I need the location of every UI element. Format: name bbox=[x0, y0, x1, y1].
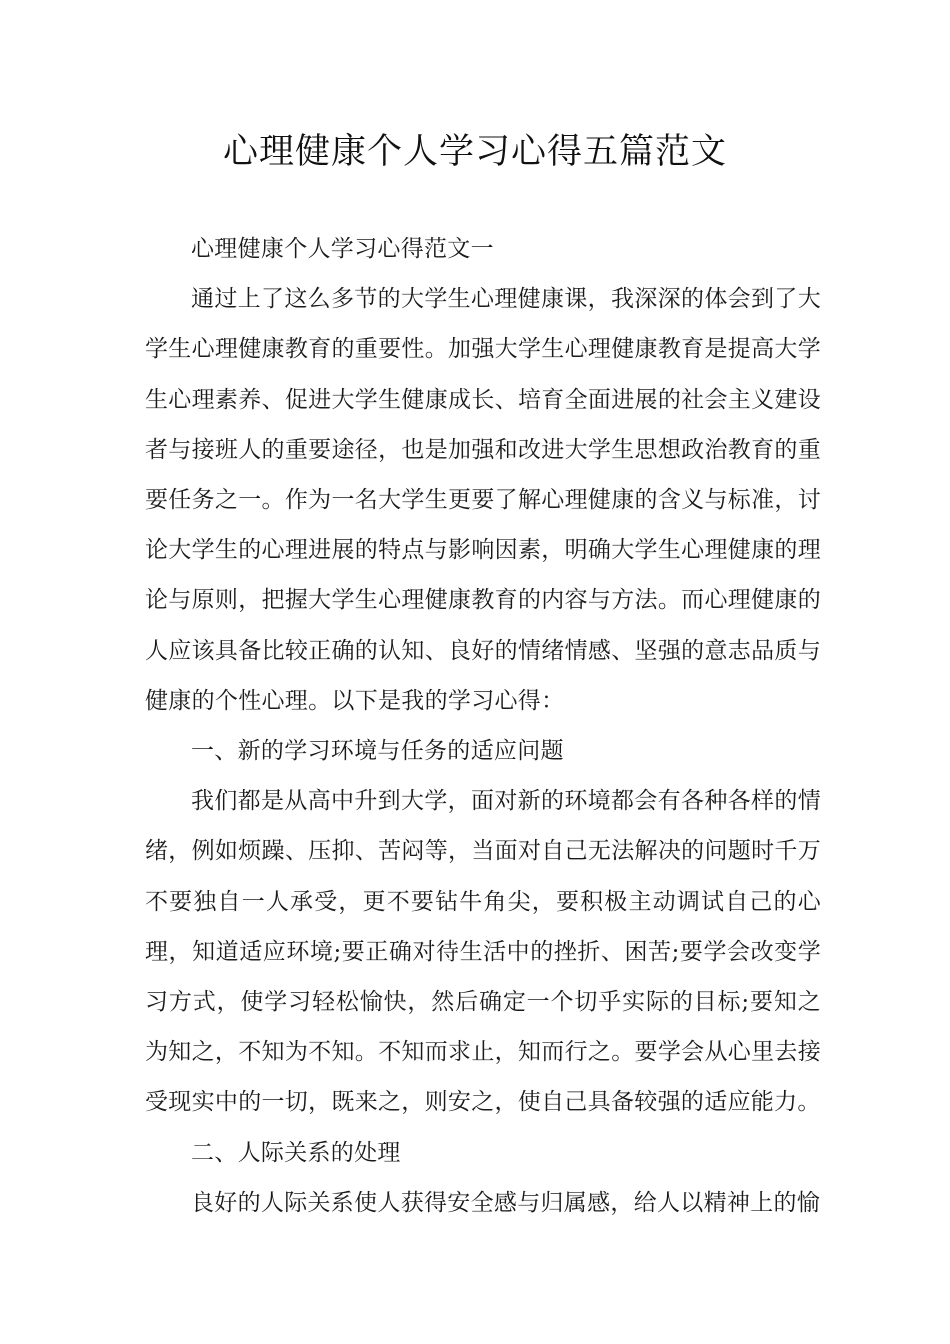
section-heading: 二、人际关系的处理 bbox=[191, 1139, 401, 1166]
body-paragraph: 我们都是从高中升到大学，面对新的环境都会有各种各样的情绪，例如烦躁、压抑、苦闷等，当面对自己无法解决的问题时千万不要独自一人承受，更不要钻牛角尖，要积极主动调试自己的心理，知道适应环境;要正确对待生活中的挫折、困苦;要学会改变学习方式，使学习轻松愉快，然后确定一个切乎实际的目标;要知之为知之，不知为不知。不知而求止，知而行之。要学会从心里去接受现实中的一切，既来之，则安之，使自己具备较强的适应能力。 bbox=[145, 788, 821, 1116]
document-body bbox=[145, 224, 821, 1228]
body-paragraph: 通过上了这么多节的大学生心理健康课，我深深的体会到了大学生心理健康教育的重要性。加强大学生心理健康教育是提高大学生心理素养、促进大学生健康成长、培育全面进展的社会主义建设者与接班人的重要途径，也是加强和改进大学生思想政治教育的重要任务之一。作为一名大学生更要了解心理健康的含义与标准，讨论大学生的心理进展的特点与影响因素，明确大学生心理健康的理论与原则，把握大学生心理健康教育的内容与方法。而心理健康的人应该具备比较正确的认知、良好的情绪情感、坚强的意志品质与健康的个性心理。以下是我的学习心得： bbox=[145, 286, 821, 714]
body-paragraph: 良好的人际关系使人获得安全感与归属感，给人以精神上的愉 bbox=[191, 1189, 821, 1216]
section-heading: 心理健康个人学习心得范文一 bbox=[191, 236, 494, 262]
section-heading: 一、新的学习环境与任务的适应问题 bbox=[191, 738, 564, 765]
document-title: 心理健康个人学习心得五篇范文 bbox=[222, 132, 727, 172]
